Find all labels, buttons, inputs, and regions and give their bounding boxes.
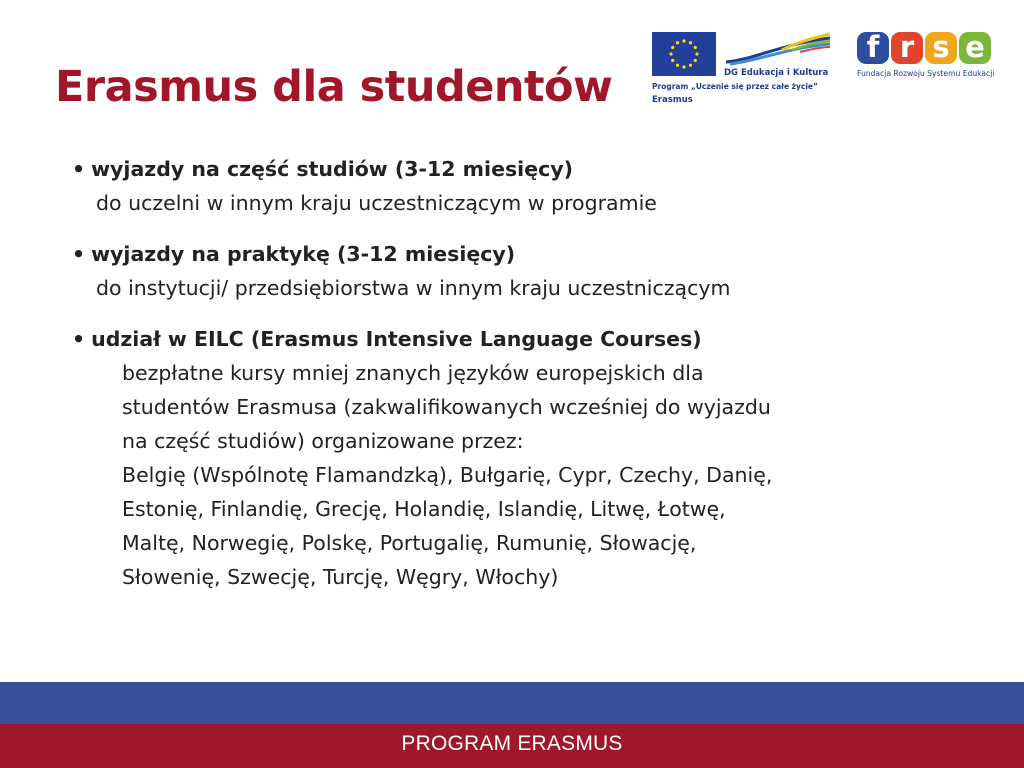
eu-star-icon — [694, 46, 697, 49]
eu-flag-icon — [652, 32, 716, 76]
bullet-placement-mobility — [72, 237, 972, 305]
eu-star-icon — [689, 64, 692, 67]
eu-logo-line-program: Program „Uczenie się przez całe życie” — [652, 82, 818, 91]
bullet-heading — [72, 322, 972, 356]
eu-logo-line-erasmus: Erasmus — [652, 95, 693, 105]
frse-letter-s: s — [925, 32, 957, 64]
bullet-detail: do uczelni w innym kraju uczestniczącym w programie — [96, 191, 657, 215]
bullet-study-mobility — [72, 152, 972, 220]
bullet-detail: do instytucji/ przedsiębiorstwa w innym kraju uczestniczącym — [96, 276, 731, 300]
bullet-dot: • — [72, 242, 86, 266]
eu-star-icon — [689, 41, 692, 44]
eu-star-icon — [676, 41, 679, 44]
eu-star-icon — [694, 59, 697, 62]
eu-star-icon — [682, 39, 685, 42]
frse-letter-f: f — [857, 32, 889, 64]
bullet-heading-text: udział w EILC (Erasmus Intensive Language Courses) — [91, 327, 702, 351]
footer-program-label: PROGRAM ERASMUS — [401, 732, 623, 755]
frse-subtitle: Fundacja Rozwoju Systemu Edukacji — [857, 69, 995, 78]
eu-star-icon — [676, 64, 679, 67]
bullet-eilc — [72, 322, 972, 594]
bullet-list — [72, 152, 972, 594]
eu-erasmus-logo — [652, 32, 832, 112]
frse-letters — [857, 32, 991, 66]
eu-star-icon — [669, 52, 672, 55]
bullet-heading-text: wyjazdy na praktykę (3-12 miesięcy) — [91, 242, 516, 266]
slide-title: Erasmus dla studentów — [55, 62, 613, 112]
eu-star-icon — [682, 65, 685, 68]
eu-stars-icon — [652, 32, 716, 76]
bullet-detail: studentów Erasmusa (zakwalifikowanych wcześniej do wyjazdu — [122, 395, 771, 419]
bullet-detail: Belgię (Wspólnotę Flamandzką), Bułgarię, Cypr, Czechy, Danię, — [122, 463, 773, 487]
bullet-dot: • — [72, 327, 86, 351]
frse-letter-e: e — [959, 32, 991, 64]
bullet-detail: Estonię, Finlandię, Grecję, Holandię, Islandię, Litwę, Łotwę, — [122, 497, 726, 521]
bullet-detail: na część studiów) organizowane przez: — [122, 429, 524, 453]
bullet-heading-text: wyjazdy na część studiów (3-12 miesięcy) — [91, 157, 573, 181]
frse-letter-r: r — [891, 32, 923, 64]
bullet-detail: Maltę, Norwegię, Polskę, Portugalię, Rumunię, Słowację, — [122, 531, 697, 555]
bullet-detail: Słowenię, Szwecję, Turcję, Węgry, Włochy) — [122, 565, 559, 589]
bullet-dot: • — [72, 157, 86, 181]
footer-blue-band — [0, 682, 1024, 724]
eu-star-icon — [671, 46, 674, 49]
bullet-detail: bezpłatne kursy mniej znanych języków europejskich dla — [122, 361, 704, 385]
frse-logo — [857, 32, 1007, 92]
lifelong-learning-swoosh-icon — [722, 32, 832, 68]
eu-logo-line-dg: DG Edukacja i Kultura — [724, 68, 829, 78]
bullet-heading — [72, 152, 972, 186]
bullet-heading — [72, 237, 972, 271]
eu-star-icon — [671, 59, 674, 62]
eu-star-icon — [695, 52, 698, 55]
